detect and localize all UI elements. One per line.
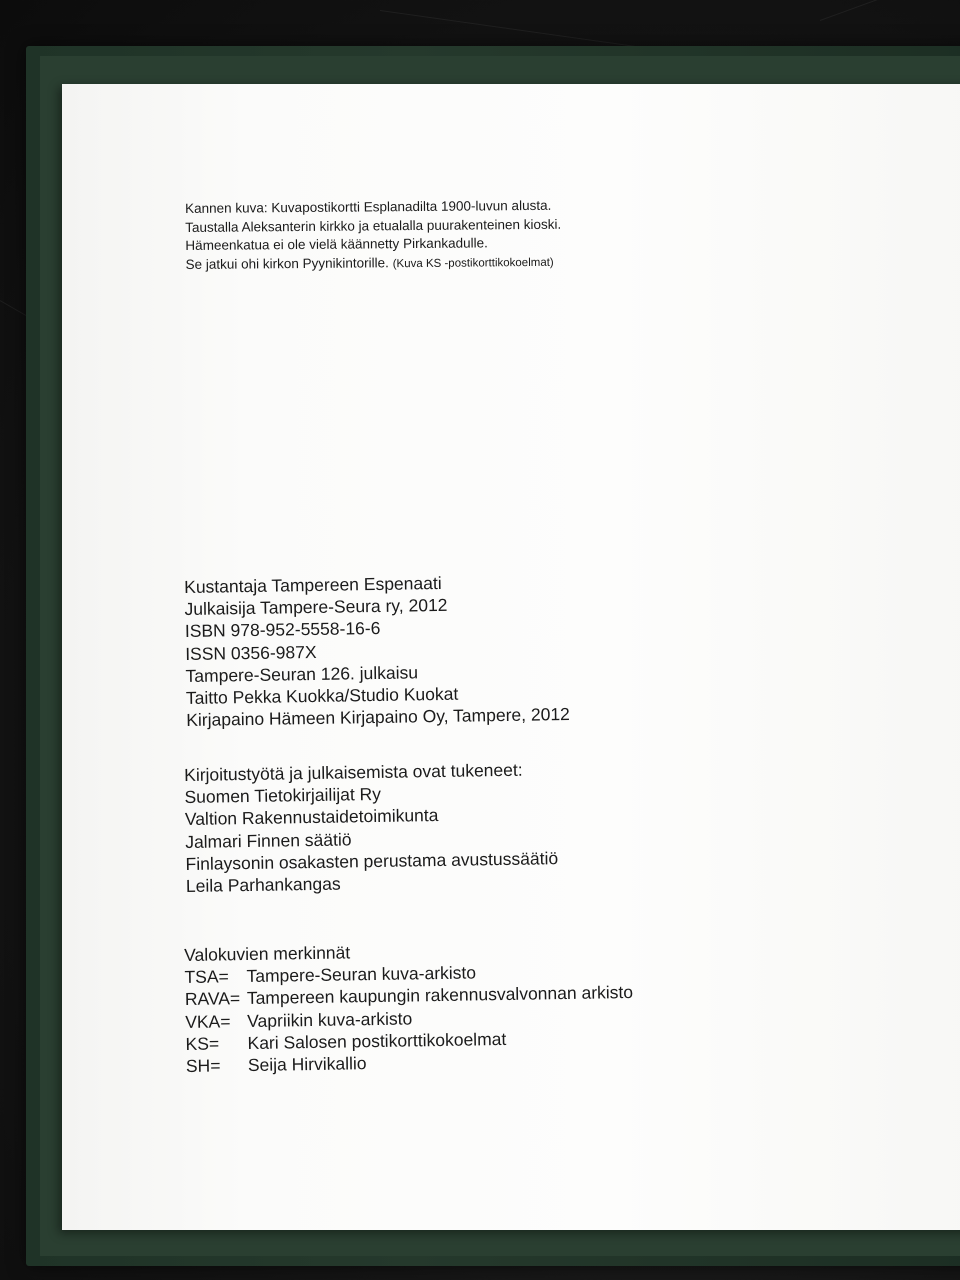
- support-item: Leila Parhankangas: [185, 873, 341, 896]
- publisher-line: Tampere-Seuran 126. julkaisu: [185, 662, 419, 686]
- publisher-line: Kustantaja Tampereen Espenaati: [184, 572, 442, 597]
- legend-abbr: TSA=: [184, 966, 229, 988]
- support-item: Suomen Tietokirjailijat Ry: [184, 784, 382, 808]
- support-item: Valtion Rakennustaidetoimikunta: [184, 805, 439, 830]
- caption-line: Kannen kuva: Kuvapostikortti Esplanadilta 1900-luvun alusta.: [185, 197, 552, 216]
- page-content: [62, 84, 960, 1230]
- publisher-line: Kirjapaino Hämeen Kirjapaino Oy, Tampere, 2012: [186, 704, 570, 731]
- publisher-line: Julkaisija Tampere-Seura ry, 2012: [184, 595, 448, 620]
- publisher-line: Taitto Pekka Kuokka/Studio Kuokat: [185, 683, 459, 708]
- legend-text: Kari Salosen postikorttikokoelmat: [247, 1028, 507, 1053]
- legend-abbr: RAVA=: [184, 988, 241, 1010]
- legend-abbr: VKA=: [185, 1010, 231, 1032]
- legend-text: Tampere-Seuran kuva-arkisto: [246, 962, 477, 987]
- caption-line: Taustalla Aleksanterin kirkko ja etualalla puurakenteinen kioski.: [185, 216, 562, 235]
- cover-caption: [185, 197, 562, 275]
- photo-legend: [184, 937, 634, 1077]
- legend-abbr: KS=: [185, 1033, 220, 1054]
- marble-vein: [820, 0, 952, 21]
- support-list: [184, 758, 559, 897]
- book-page: [62, 84, 960, 1230]
- support-heading: Kirjoitustyötä ja julkaisemista ovat tukeneet:: [184, 759, 523, 785]
- caption-text: Se jatkui ohi kirkon Pyynikintorille.: [185, 254, 389, 272]
- legend-text: Seija Hirvikallio: [247, 1053, 367, 1076]
- legend-text: Tampereen kaupungin rakennusvalvonnan arkisto: [246, 982, 634, 1009]
- publisher-line: ISSN 0356-987X: [185, 641, 317, 664]
- caption-line: [185, 252, 561, 275]
- caption-credit: (Kuva KS -postikorttikokoelmat): [392, 256, 554, 270]
- publisher-line: ISBN 978-952-5558-16-6: [184, 618, 381, 642]
- marble-vein: [380, 10, 638, 47]
- support-item: Jalmari Finnen säätiö: [185, 828, 352, 852]
- publisher-info: [184, 570, 570, 731]
- caption-line: Hämeenkatua ei ole vielä käännetty Pirkankadulle.: [185, 235, 488, 253]
- legend-abbr: SH=: [185, 1055, 221, 1076]
- support-item: Finlaysonin osakasten perustama avustussäätiö: [185, 847, 559, 874]
- photo-legend-heading: Valokuvien merkinnät: [184, 942, 351, 965]
- legend-text: Vapriikin kuva-arkisto: [247, 1008, 413, 1031]
